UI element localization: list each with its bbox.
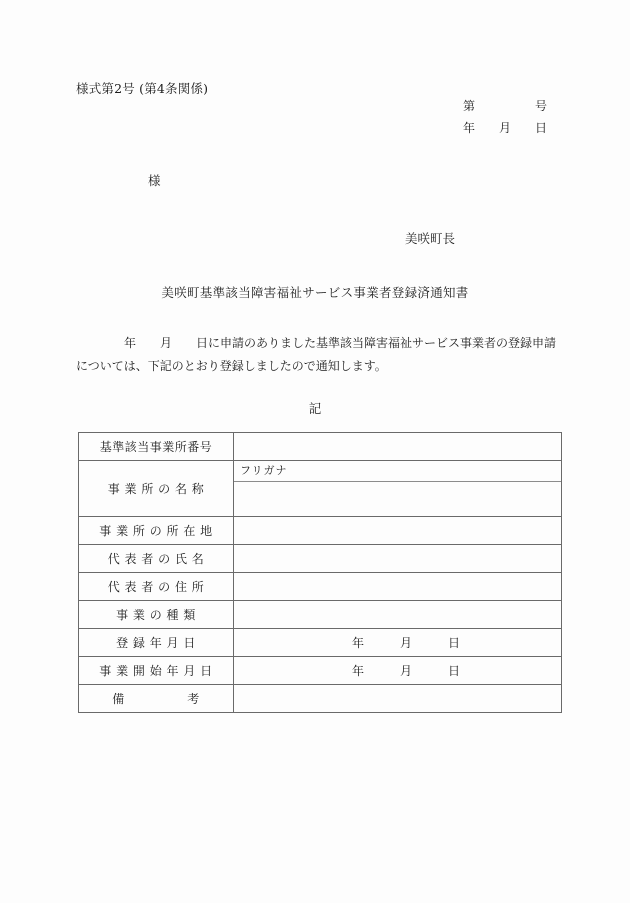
row-label-business-start-date: 事 業 開 始 年 月 日 xyxy=(79,657,234,685)
row-value-office-address[interactable] xyxy=(234,517,562,545)
furigana-label: フリガナ xyxy=(234,461,561,482)
body-line-1: 年 月 日に申請のありました基準該当障害福祉サービス事業者の登録申請 xyxy=(76,336,557,350)
body-line-2: については、下記のとおり登録しましたので通知します。 xyxy=(76,359,387,373)
row-value-representative-name[interactable] xyxy=(234,545,562,573)
row-value-business-type[interactable] xyxy=(234,601,562,629)
table-row xyxy=(79,657,562,685)
registration-date-placeholder: 年 月 日 xyxy=(352,636,461,650)
row-label-remarks: 備 考 xyxy=(79,685,234,713)
registration-details-table xyxy=(78,432,562,713)
addressee-line: 様 xyxy=(148,173,161,188)
row-label-representative-address: 代 表 者 の 住 所 xyxy=(79,573,234,601)
row-label-business-number: 基準該当事業所番号 xyxy=(79,433,234,461)
row-label-office-address: 事 業 所 の 所 在 地 xyxy=(79,517,234,545)
ki-mark: 記 xyxy=(308,401,322,416)
table-row xyxy=(79,573,562,601)
row-value-business-number[interactable] xyxy=(234,433,562,461)
document-title: 美咲町基準該当障害福祉サービス事業者登録済通知書 xyxy=(161,285,469,300)
table-row xyxy=(79,629,562,657)
body-paragraph xyxy=(76,332,560,378)
table-row xyxy=(79,685,562,713)
row-label-registration-date: 登 録 年 月 日 xyxy=(79,629,234,657)
row-value-office-name-group xyxy=(234,461,562,517)
row-value-business-start-date[interactable] xyxy=(234,657,562,685)
table-row xyxy=(79,461,562,517)
issuer-name: 美咲町長 xyxy=(405,231,456,246)
table-row xyxy=(79,433,562,461)
table-row xyxy=(79,517,562,545)
row-value-representative-address[interactable] xyxy=(234,573,562,601)
form-number-label: 様式第2号 (第4条関係) xyxy=(76,81,209,96)
row-value-office-name[interactable] xyxy=(234,482,561,516)
row-value-registration-date[interactable] xyxy=(234,629,562,657)
row-label-representative-name: 代 表 者 の 氏 名 xyxy=(79,545,234,573)
table-row xyxy=(79,601,562,629)
row-label-office-name: 事 業 所 の 名 称 xyxy=(79,461,234,517)
document-number-field: 第 号 xyxy=(463,99,548,113)
document-date-field: 年 月 日 xyxy=(463,121,548,135)
table-row xyxy=(79,545,562,573)
row-value-remarks[interactable] xyxy=(234,685,562,713)
row-label-business-type: 事 業 の 種 類 xyxy=(79,601,234,629)
business-start-date-placeholder: 年 月 日 xyxy=(352,664,461,678)
